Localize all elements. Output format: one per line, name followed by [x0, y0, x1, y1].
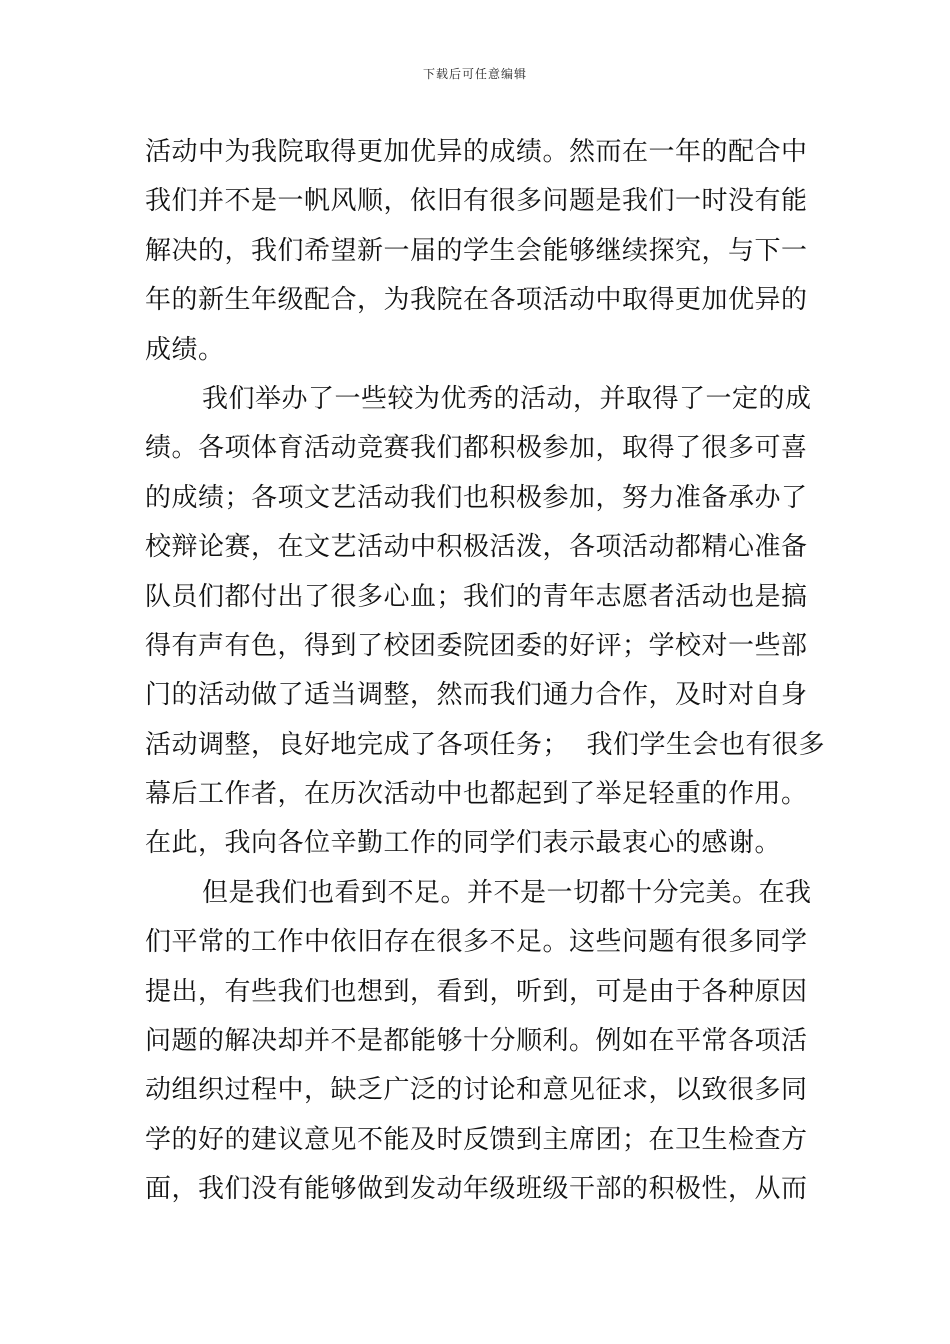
text-line: 动组织过程中，缺乏广泛的讨论和意见征求，以致很多同 — [145, 1075, 808, 1106]
text-line: 活动调整，良好地完成了各项任务； 我们学生会也有很多 — [145, 729, 826, 760]
text-line-indented: 但是我们也看到不足。并不是一切都十分完美。在我 — [202, 877, 812, 908]
text-line: 在此，我向各位辛勤工作的同学们表示最衷心的感谢。 — [145, 828, 782, 859]
paragraph — [145, 869, 815, 1215]
text-line: 解决的，我们希望新一届的学生会能够继续探究，与下一 — [145, 235, 808, 266]
document-body — [145, 128, 826, 1215]
text-line: 校辩论赛，在文艺活动中积极活泼，各项活动都精心准备 — [145, 532, 808, 563]
text-line: 幕后工作者，在历次活动中也都起到了举足轻重的作用。 — [145, 779, 808, 810]
text-line: 面，我们没有能够做到发动年级班级干部的积极性，从而 — [145, 1174, 808, 1205]
page-header: 下载后可任意编辑 — [422, 67, 527, 81]
text-line: 提出，有些我们也想到，看到，听到，可是由于各种原因 — [145, 976, 808, 1007]
text-line: 的成绩；各项文艺活动我们也积极参加，努力准备承办了 — [145, 482, 808, 513]
text-line: 队员们都付出了很多心血；我们的青年志愿者活动也是搞 — [145, 581, 808, 612]
text-line: 得有声有色，得到了校团委院团委的好评；学校对一些部 — [145, 630, 808, 661]
paragraph — [145, 375, 826, 869]
text-line: 问题的解决却并不是都能够十分顺利。例如在平常各项活 — [145, 1026, 808, 1057]
paragraph — [145, 128, 815, 375]
text-line: 年的新生年级配合，为我院在各项活动中取得更加优异的 — [145, 285, 808, 316]
text-line: 绩。各项体育活动竞赛我们都积极参加，取得了很多可喜 — [145, 433, 808, 464]
text-line: 成绩。 — [145, 334, 225, 365]
text-line: 活动中为我院取得更加优异的成绩。然而在一年的配合中 — [145, 137, 808, 167]
text-line: 门的活动做了适当调整，然而我们通力合作，及时对自身 — [145, 680, 808, 711]
text-line: 学的好的建议意见不能及时反馈到主席团；在卫生检查方 — [145, 1124, 808, 1155]
text-line: 们平常的工作中依旧存在很多不足。这些问题有很多同学 — [145, 927, 808, 958]
text-line: 我们并不是一帆风顺，依旧有很多问题是我们一时没有能 — [145, 186, 808, 217]
text-line-indented: 我们举办了一些较为优秀的活动，并取得了一定的成 — [202, 383, 812, 414]
